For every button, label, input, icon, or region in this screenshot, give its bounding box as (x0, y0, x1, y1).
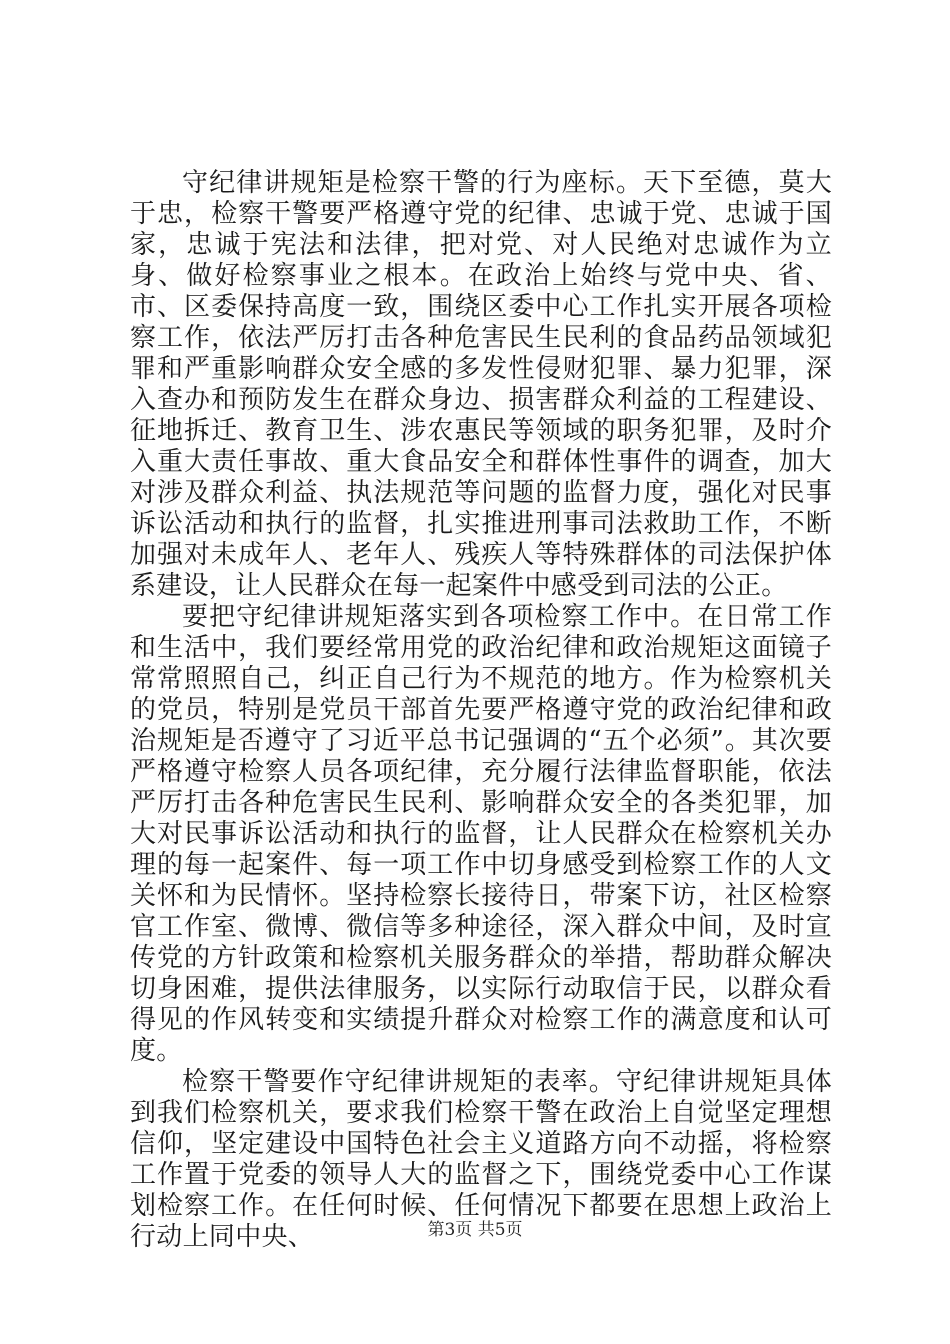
paragraph-3: 检察干警要作守纪律讲规矩的表率。守纪律讲规矩具体到我们检察机关，要求我们检察干警在政治上自觉坚定理想信仰，坚定建设中国特色社会主义道路方向不动摇，将检察工作置于党委的领导人大的监督之下，围绕党委中心工作谋划检察工作。在任何时候、任何情况下都要在思想上政治上行动上同中央、 (130, 1067, 832, 1252)
paragraph-2: 要把守纪律讲规矩落实到各项检察工作中。在日常工作和生活中，我们要经常用党的政治纪律和政治规矩这面镜子常常照照自己，纠正自己行为不规范的地方。作为检察机关的党员，特别是党员干部首先要严格遵守党的政治纪律和政治规矩是否遵守了习近平总书记强调的“五个必须”。其次要严格遵守检察人员各项纪律，充分履行法律监督职能，依法严厉打击各种危害民生民利、影响群众安全的各类犯罪，加大对民事诉讼活动和执行的监督，让人民群众在检察机关办理的每一起案件、每一项工作中切身感受到检察工作的人文关怀和为民情怀。坚持检察长接待日，带案下访，社区检察官工作室、微博、微信等多种途径，深入群众中间，及时宣传党的方针政策和检察机关服务群众的举措，帮助群众解决切身困难，提供法律服务，以实际行动取信于民，以群众看得见的作风转变和实绩提升群众对检察工作的满意度和认可度。 (130, 602, 832, 1066)
page-number-footer: 第3页 共5页 (427, 1220, 523, 1240)
document-body (130, 168, 832, 1253)
paragraph-1: 守纪律讲规矩是检察干警的行为座标。天下至德，莫大于忠，检察干警要严格遵守党的纪律、忠诚于党、忠诚于国家，忠诚于宪法和法律，把对党、对人民绝对忠诚作为立身、做好检察事业之根本。在政治上始终与党中央、省、市、区委保持高度一致，围绕区委中心工作扎实开展各项检察工作，依法严厉打击各种危害民生民利的食品药品领域犯罪和严重影响群众安全感的多发性侵财犯罪、暴力犯罪，深入查办和预防发生在群众身边、损害群众利益的工程建设、征地拆迁、教育卫生、涉农惠民等领域的职务犯罪，及时介入重大责任事故、重大食品安全和群体性事件的调查，加大对涉及群众利益、执法规范等问题的监督力度，强化对民事诉讼活动和执行的监督，扎实推进刑事司法救助工作，不断加强对未成年人、老年人、残疾人等特殊群体的司法保护体系建设，让人民群众在每一起案件中感受到司法的公正。 (130, 168, 832, 601)
